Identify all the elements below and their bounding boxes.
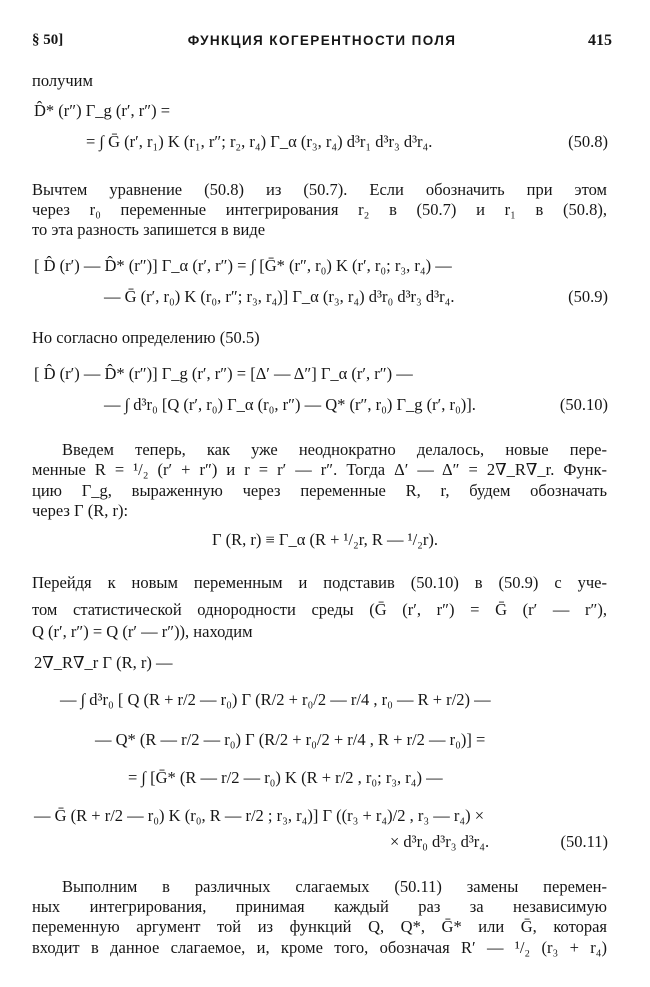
equation-line: D̂* (r″) Γ_g (r′, r″) =: [34, 101, 171, 120]
running-title: ФУНКЦИЯ КОГЕРЕНТНОСТИ ПОЛЯ: [187, 33, 457, 48]
equation-line: — Q* (R — r/2 — r₀) Γ (R/2 + r₀/2 + r/4 , R + r/2 — r₀)] =: [95, 730, 486, 749]
text-line: переменную аргумент той из функций Q, Q*, Ḡ* или Ḡ, которая: [32, 917, 607, 936]
page-number: 415: [588, 32, 612, 49]
equation-number: (50.10): [559, 395, 608, 414]
equation-line: Γ (R, r) ≡ Γ_α (R + ¹/₂r, R — ¹/₂r).: [211, 530, 439, 549]
equation-line: 2∇_R∇_r Γ (R, r) —: [34, 653, 173, 672]
text-line: входит в данное слагаемое, и, кроме того, обозначая R′ — ¹/₂ (r₃ + r₄): [32, 938, 607, 957]
equation-number: (50.11): [560, 832, 608, 851]
equation-line: — ∫ d³r₀ [Q (r′, r₀) Γ_α (r₀, r″) — Q* (r″, r₀) Γ_g (r′, r₀)].: [104, 395, 476, 414]
text-line: Q (r′, r″) = Q (r′ — r″)), находим: [32, 622, 253, 641]
text-line: то эта разность запишется в виде: [32, 220, 266, 239]
equation-number: (50.8): [568, 132, 608, 151]
text-line: Введем теперь, как уже неоднократно делалось, новые пере-: [62, 440, 607, 459]
text-line: через Γ (R, r):: [32, 501, 129, 520]
equation-line: [ D̂ (r′) — D̂* (r″)] Γ_α (r′, r″) = ∫ [Ḡ* (r″, r₀) K (r′, r₀; r₃, r₄) —: [34, 256, 452, 275]
text-line: Но согласно определению (50.5): [32, 328, 260, 347]
text-line: Выполним в различных слагаемых (50.11) замены перемен-: [62, 877, 607, 896]
equation-line: × d³r₀ d³r₃ d³r₄.: [390, 832, 490, 851]
section-marker: § 50]: [32, 32, 64, 48]
text-line: получим: [32, 71, 93, 90]
equation-line: = ∫ [Ḡ* (R — r/2 — r₀) K (R + r/2 , r₀; r₃, r₄) —: [128, 768, 443, 787]
equation-line: — ∫ d³r₀ [ Q (R + r/2 — r₀) Γ (R/2 + r₀/2 — r/4 , r₀ — R + r/2) —: [60, 690, 491, 709]
equation-line: — Ḡ (R + r/2 — r₀) K (r₀, R — r/2 ; r₃, r₄)] Γ ((r₃ + r₄)/2 , r₃ — r₄) ×: [34, 806, 485, 825]
text-line: цию Γ_g, выраженную через переменные R, r, будем обозначать: [32, 481, 607, 500]
text-line: том статистической однородности среды (Ḡ (r′, r″) = Ḡ (r′ — r″),: [32, 600, 607, 619]
equation-number: (50.9): [568, 287, 608, 306]
text-line: Вычтем уравнение (50.8) из (50.7). Если обозначить при этом: [32, 180, 607, 199]
text-line: ных интегрирования, принимая каждый раз за независимую: [32, 897, 607, 916]
equation-line: — Ḡ (r′, r₀) K (r₀, r″; r₃, r₄)] Γ_α (r₃, r₄) d³r₀ d³r₃ d³r₄.: [104, 287, 455, 306]
equation-line: [ D̂ (r′) — D̂* (r″)] Γ_g (r′, r″) = [Δ′ — Δ″] Γ_α (r′, r″) —: [34, 364, 413, 383]
text-line: менные R = ¹/₂ (r′ + r″) и r = r′ — r″. Тогда Δ′ — Δ″ = 2∇_R∇_r. Функ-: [32, 460, 607, 479]
equation-line: = ∫ Ḡ (r′, r₁) K (r₁, r″; r₂, r₄) Γ_α (r₃, r₄) d³r₁ d³r₃ d³r₄.: [86, 132, 433, 151]
running-header: [32, 30, 612, 54]
text-line: через r₀ переменные интегрирования r₂ в (50.7) и r₁ в (50.8),: [32, 200, 607, 219]
text-line: Перейдя к новым переменным и подставив (50.10) в (50.9) с уче-: [32, 573, 607, 592]
